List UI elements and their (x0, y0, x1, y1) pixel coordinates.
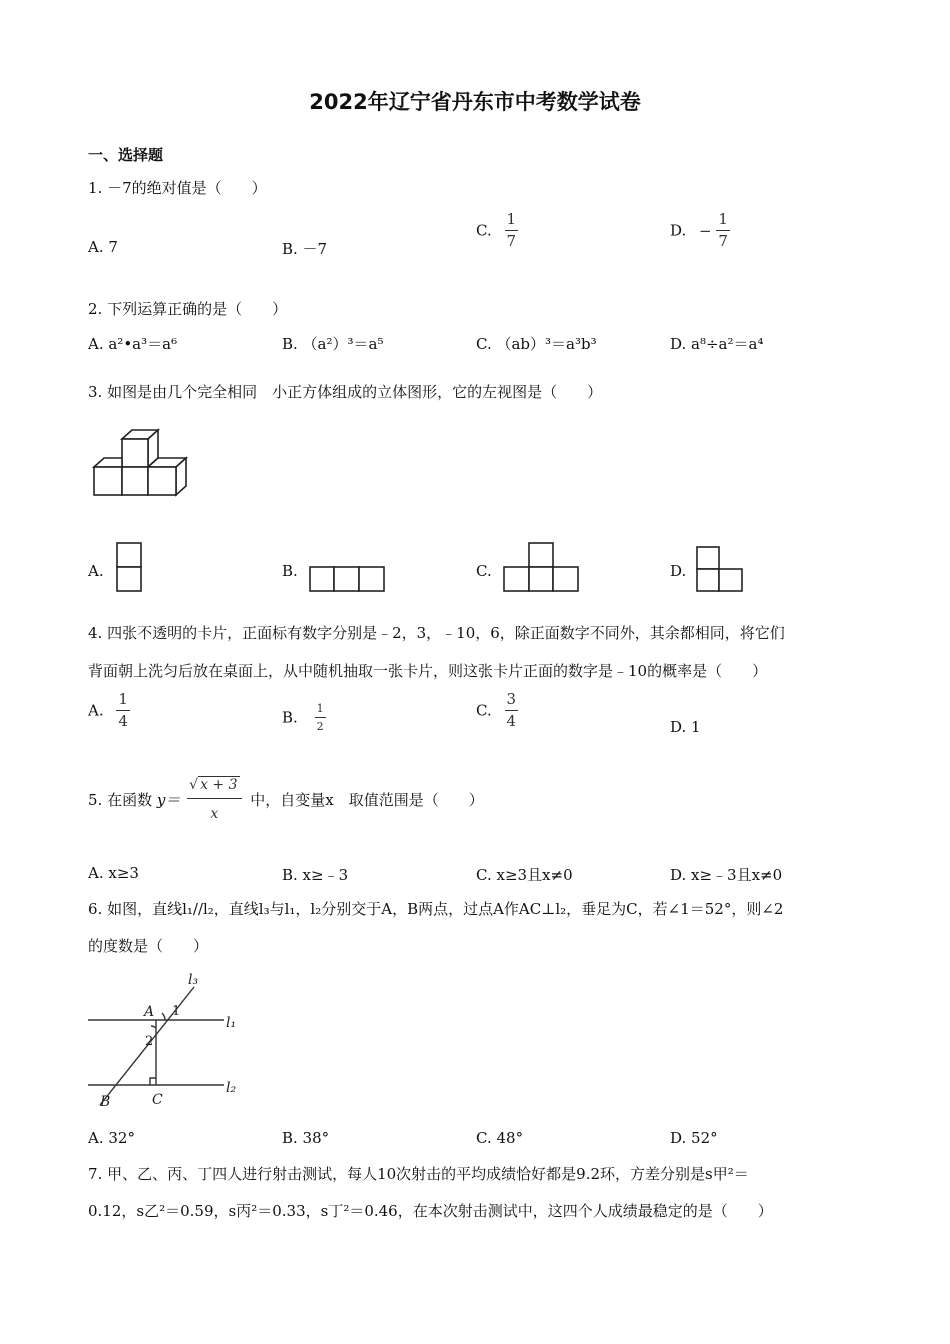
section-heading: 一、选择题 (88, 146, 164, 164)
q3-option-d-label: D. (670, 562, 687, 580)
q5-fraction-numerator (187, 778, 241, 798)
fraction-denominator: 7 (718, 232, 728, 250)
q1-option-d-label: D. (670, 221, 687, 240)
q6-option-a: A. 32° (88, 1129, 135, 1147)
q1-option-c (476, 212, 518, 249)
question-2-stem: 2. 下列运算正确的是（ ） (88, 300, 288, 318)
fraction-numerator: 1 (118, 690, 128, 708)
question-4-line-2: 背面朝上洗匀后放在桌面上，从中随机抽取一张卡片，则这张卡片正面的数字是﹣10的概率是（ ） (88, 662, 768, 680)
q1-option-d-fraction (716, 212, 730, 249)
label-l3: l₃ (188, 972, 199, 988)
question-7-line-1: 7. 甲、乙、丙、丁四人进行射击测试，每人10次射击的平均成绩恰好都是9.2环，方差分别是s甲²＝ (88, 1165, 749, 1183)
label-l1: l₁ (226, 1015, 237, 1031)
fraction-denominator: 2 (315, 717, 326, 732)
fraction-numerator: 1 (718, 210, 728, 228)
q4-option-c-fraction (505, 692, 519, 729)
label-point-c: C (152, 1092, 163, 1108)
question-6-line-2: 的度数是（ ） (88, 937, 209, 955)
q4-option-b (282, 703, 326, 732)
q1-option-b: B. －7 (282, 240, 328, 258)
label-point-b: B (100, 1094, 111, 1110)
q4-option-a-fraction (116, 692, 130, 729)
q4-option-b-label: B. (282, 708, 298, 727)
q3-option-b-label: B. (282, 562, 298, 580)
q6-option-c: C. 48° (476, 1129, 524, 1147)
label-angle-2: 2 (145, 1034, 154, 1049)
question-6-line-1: 6. 如图，直线l₁//l₂，直线l₃与l₁，l₂分别交于A，B两点，过点A作AC⊥l₂，垂足为C，若∠1＝52°，则∠2 (88, 900, 784, 918)
q5-prefix: 5. 在函数 (88, 791, 153, 809)
q4-option-c (476, 692, 518, 729)
q5-option-c: C. x≥3且x≠0 (476, 866, 573, 884)
q4-option-a (88, 692, 130, 729)
sqrt-icon: √ (189, 777, 199, 793)
page-title: 2022年辽宁省丹东市中考数学试卷 (309, 90, 641, 114)
q4-option-b-fraction (315, 703, 326, 732)
q3-option-b-figure (309, 566, 385, 592)
q1-option-c-label: C. (476, 221, 492, 240)
q1-option-c-fraction (505, 212, 519, 249)
q3-option-c-label: C. (476, 562, 492, 580)
question-4-line-1: 4. 四张不透明的卡片，正面标有数字分别是﹣2，3，﹣10，6，除正面数字不同外，其余都相同，将它们 (88, 624, 785, 642)
q5-option-a: A. x≥3 (88, 864, 139, 882)
q1-option-d (670, 212, 730, 249)
fraction-numerator: 1 (506, 210, 517, 228)
question-7-line-2: 0.12，s乙²＝0.59，s丙²＝0.33，s丁²＝0.46，在本次射击测试中，这四个人成绩最稳定的是（ ） (88, 1202, 773, 1220)
q1-option-a: A. 7 (88, 238, 118, 256)
q5-fraction-denominator: x (187, 798, 241, 821)
q3-option-a-label: A. (88, 562, 104, 580)
label-l2: l₂ (226, 1080, 237, 1096)
q2-option-a: A. a²•a³＝a⁶ (88, 335, 178, 353)
fraction-denominator: 4 (506, 712, 517, 730)
q4-option-a-label: A. (88, 701, 104, 720)
label-angle-1: 1 (172, 1004, 181, 1019)
q6-option-b: B. 38° (282, 1129, 330, 1147)
fraction-denominator: 4 (118, 712, 128, 730)
q5-function-y: y＝ (156, 791, 181, 809)
q2-option-c: C. （ab）³＝a³b³ (476, 335, 597, 353)
q3-option-a-figure (116, 542, 142, 592)
minus-sign: − (699, 221, 712, 240)
q3-option-d-figure (696, 546, 744, 592)
question-3-stem: 3. 如图是由几个完全相同 小正方体组成的立体图形，它的左视图是（ ） (88, 383, 603, 401)
label-point-a: A (144, 1004, 155, 1020)
q5-fraction (187, 778, 241, 821)
q5-option-d: D. x≥﹣3且x≠0 (670, 866, 783, 884)
q5-suffix: 中，自变量x 取值范围是（ ） (250, 791, 484, 809)
fraction-numerator: 3 (506, 690, 517, 708)
fraction-numerator: 1 (316, 702, 324, 715)
q5-radicand: x + 3 (200, 777, 238, 793)
q2-option-d: D. a⁸÷a²＝a⁴ (670, 335, 764, 353)
question-5-stem (88, 778, 484, 821)
q6-geometry-figure (86, 965, 251, 1110)
q6-option-d: D. 52° (670, 1129, 718, 1147)
q3-option-c-figure (503, 542, 579, 592)
question-1-stem: 1. －7的绝对值是（ ） (88, 179, 267, 197)
q4-option-c-label: C. (476, 701, 492, 720)
q5-option-b: B. x≥﹣3 (282, 866, 349, 884)
q4-option-d: D. 1 (670, 718, 701, 736)
fraction-denominator: 7 (506, 232, 517, 250)
q2-option-b: B. （a²）³＝a⁵ (282, 335, 384, 353)
q3-solid-figure (88, 425, 198, 505)
